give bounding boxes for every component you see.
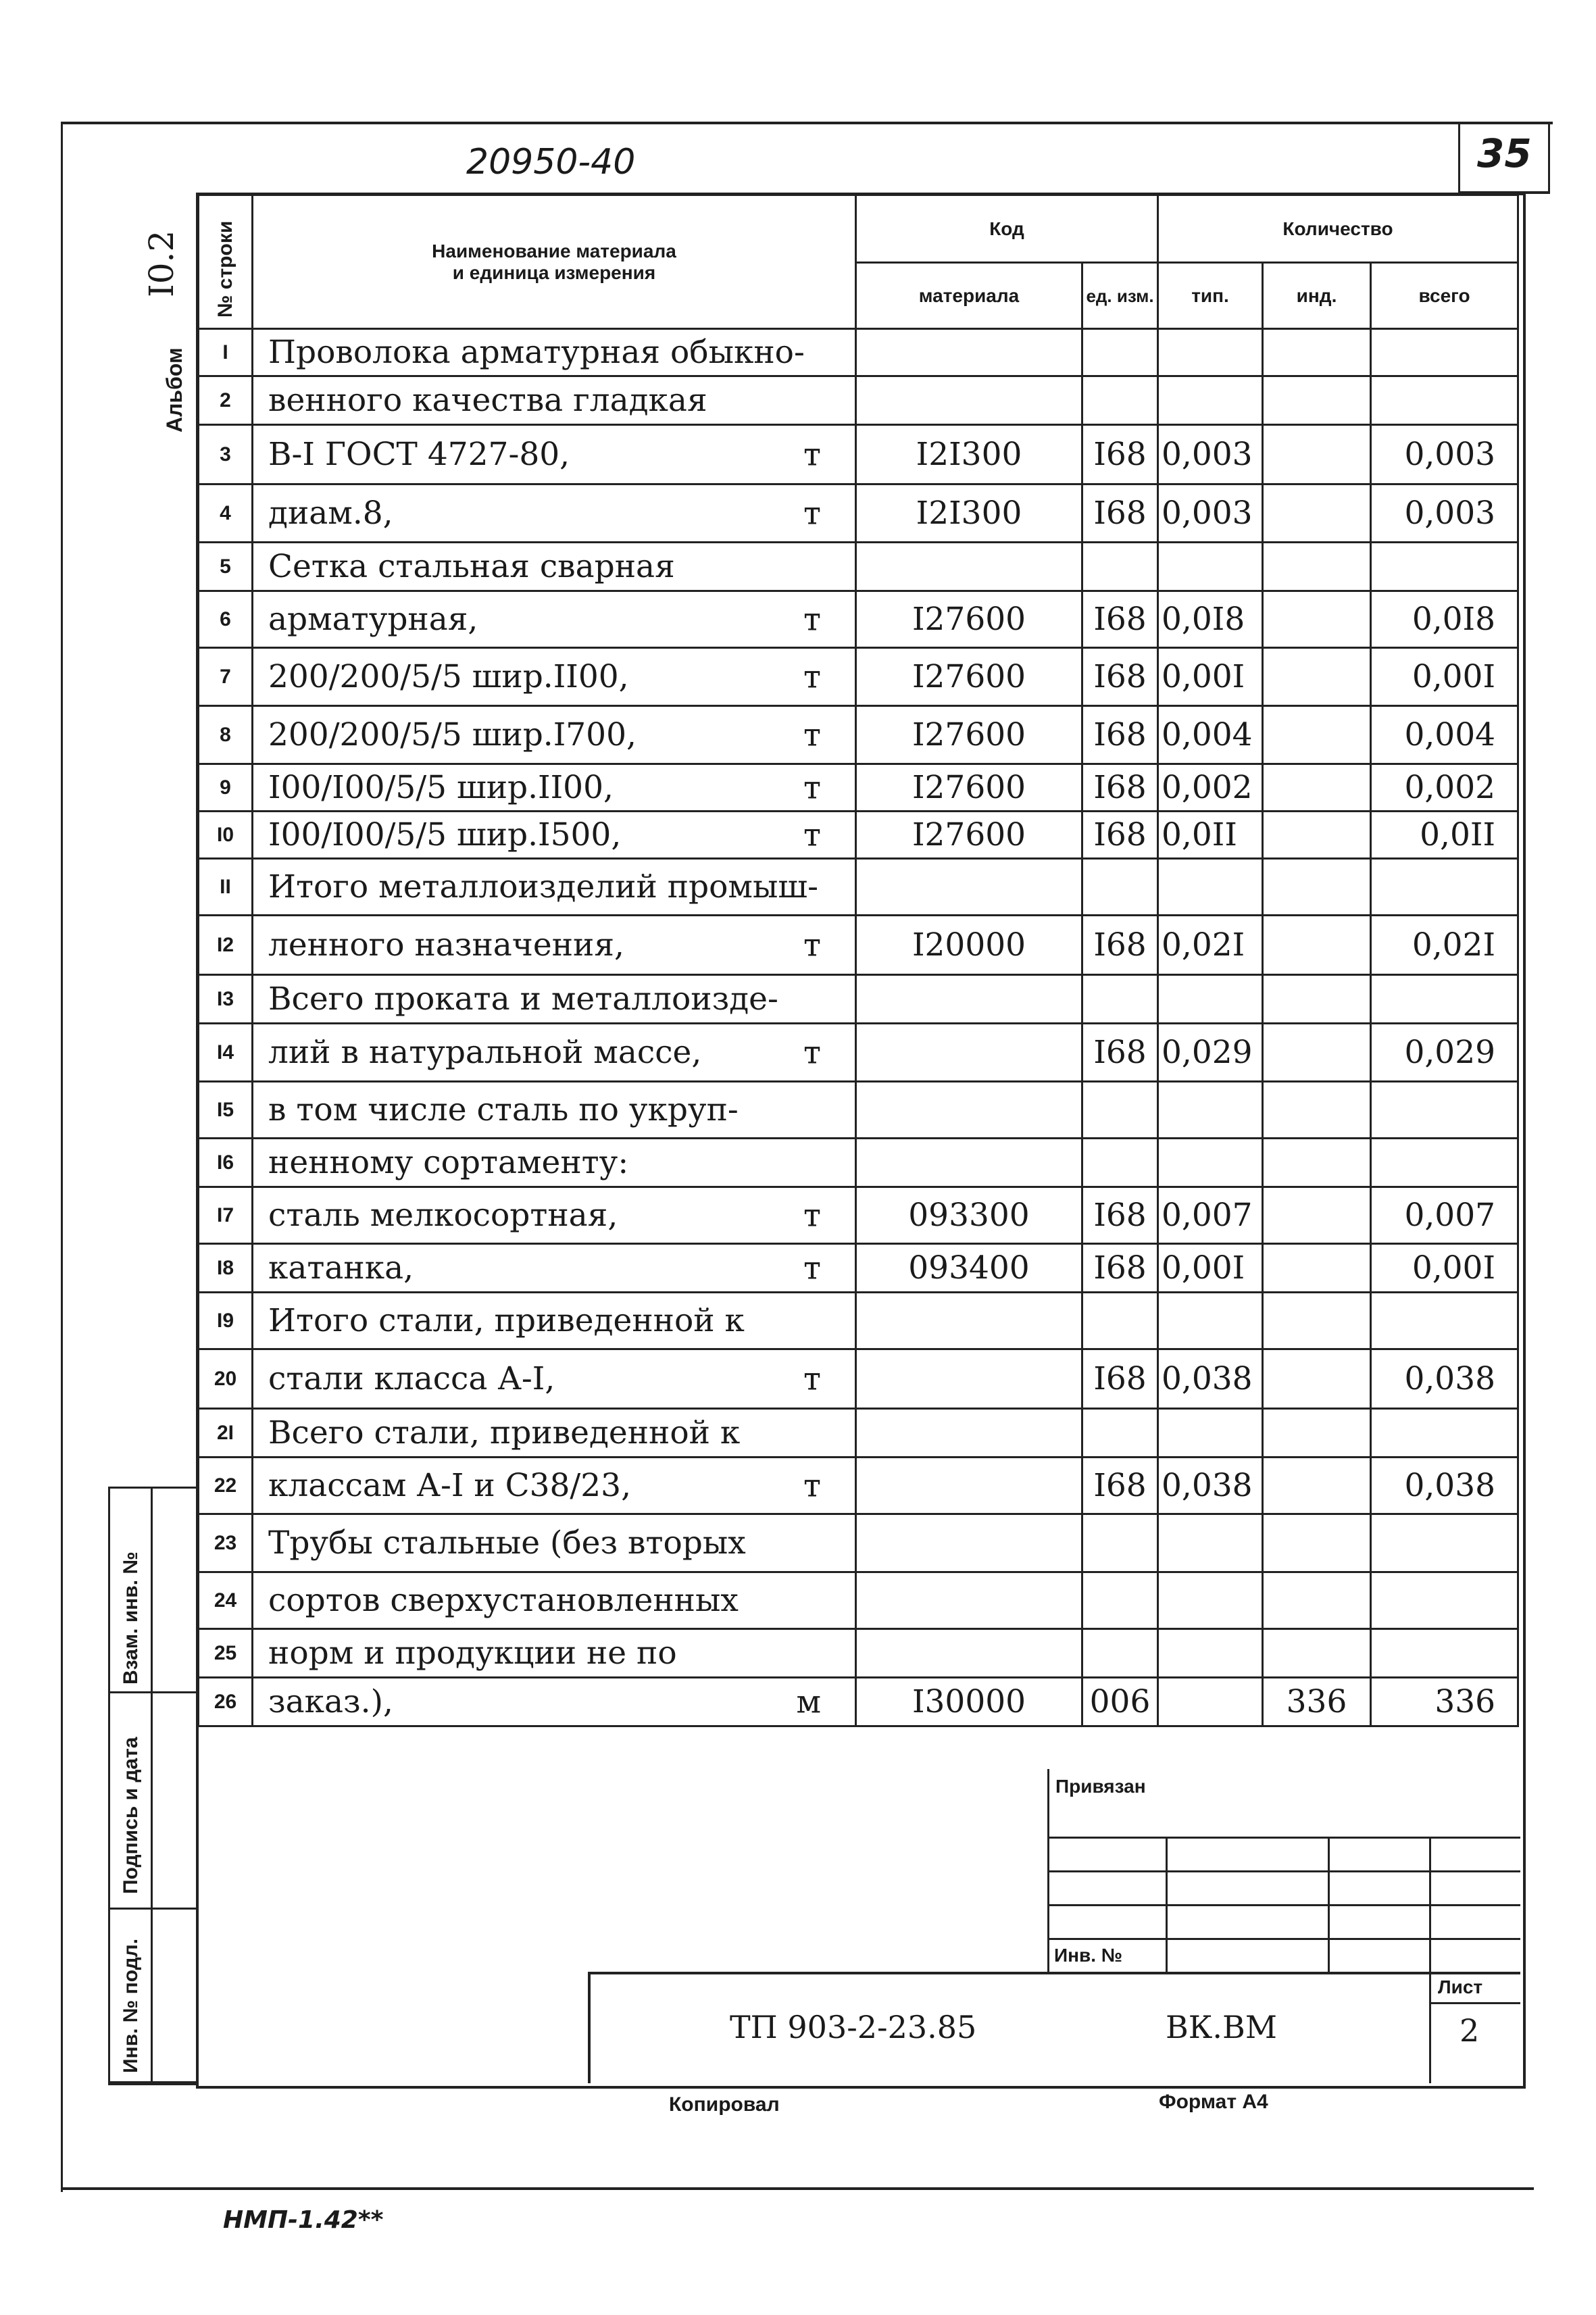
material-code: [856, 1139, 1082, 1187]
qty-type: [1158, 1629, 1263, 1678]
material-code: [856, 1572, 1082, 1629]
row-number: 9: [199, 764, 253, 812]
qty-ind: [1263, 764, 1371, 812]
qty-ind: [1263, 1187, 1371, 1244]
header-code: Код: [856, 195, 1158, 263]
table-row: [199, 1082, 1518, 1139]
row-number: 20: [199, 1349, 253, 1409]
material-name-text: заказ.),: [268, 1683, 393, 1720]
row-number: I7: [199, 1187, 253, 1244]
material-name: [253, 376, 856, 425]
unit-of-measure: т: [803, 1249, 821, 1287]
row-number: I2: [199, 916, 253, 975]
unit-of-measure: т: [803, 436, 821, 473]
material-name: [253, 764, 856, 812]
qty-total: 0,00I: [1371, 1244, 1518, 1293]
left-stamp: [108, 1487, 198, 2085]
qty-ind: [1263, 484, 1371, 543]
qty-type: [1158, 1293, 1263, 1349]
material-name-text: венного качества гладкая: [268, 382, 707, 419]
table-row: [199, 1244, 1518, 1293]
sheet-corner-number: 35: [1477, 130, 1532, 176]
qty-type: 0,002: [1158, 764, 1263, 812]
material-name: [253, 1572, 856, 1629]
qty-type: [1158, 543, 1263, 591]
material-name: [253, 1244, 856, 1293]
material-name-text: классам А-I и С38/23,: [268, 1467, 632, 1504]
qty-type: [1158, 975, 1263, 1024]
qty-type: 0,003: [1158, 484, 1263, 543]
row-number: 24: [199, 1572, 253, 1629]
qty-ind: [1263, 1514, 1371, 1572]
material-name-text: Сетка стальная сварная: [268, 548, 675, 585]
qty-ind: [1263, 1629, 1371, 1678]
unit-code: [1082, 329, 1158, 376]
unit-code: I68: [1082, 1458, 1158, 1514]
row-number: 25: [199, 1629, 253, 1678]
qty-ind: [1263, 1139, 1371, 1187]
row-number: I: [199, 329, 253, 376]
qty-ind: [1263, 329, 1371, 376]
material-name-text: катанка,: [268, 1249, 414, 1287]
qty-total: 0,003: [1371, 484, 1518, 543]
material-code: [856, 1024, 1082, 1082]
qty-total: [1371, 1139, 1518, 1187]
header-quantity: Количество: [1158, 195, 1518, 263]
row-number: 7: [199, 648, 253, 706]
row-number: I9: [199, 1293, 253, 1349]
qty-type: 0,038: [1158, 1349, 1263, 1409]
qty-ind: [1263, 425, 1371, 484]
material-name-text: сортов сверхустановленных: [268, 1582, 739, 1619]
unit-of-measure: т: [803, 1197, 821, 1234]
material-name: [253, 1187, 856, 1244]
material-code: I27600: [856, 812, 1082, 859]
sheet-corner-box: [1458, 122, 1550, 194]
qty-ind: [1263, 1024, 1371, 1082]
material-name: [253, 1293, 856, 1349]
format-label: Формат А4: [1159, 2091, 1268, 2113]
table-row: [199, 484, 1518, 543]
material-code: I27600: [856, 648, 1082, 706]
qty-total: 0,0II: [1371, 812, 1518, 859]
row-number: I0: [199, 812, 253, 859]
qty-type: [1158, 376, 1263, 425]
qty-ind: [1263, 975, 1371, 1024]
material-name-text: Всего стали, приведенной к: [268, 1414, 741, 1451]
row-number: 2I: [199, 1409, 253, 1458]
unit-of-measure: т: [803, 1034, 821, 1071]
table-row: [199, 1187, 1518, 1244]
material-code: [856, 376, 1082, 425]
material-code: 093400: [856, 1244, 1082, 1293]
table-row: [199, 1024, 1518, 1082]
stamp-inv-original: Инв. № подл.: [110, 1908, 198, 2083]
bound-label: Привязан: [1055, 1776, 1146, 1797]
qty-type: [1158, 1082, 1263, 1139]
material-name-text: Трубы стальные (без вторых: [268, 1524, 746, 1562]
qty-ind: [1263, 1349, 1371, 1409]
qty-type: [1158, 1572, 1263, 1629]
unit-code: I68: [1082, 812, 1158, 859]
unit-code: [1082, 1514, 1158, 1572]
unit-code: I68: [1082, 1024, 1158, 1082]
row-number: I8: [199, 1244, 253, 1293]
unit-code: I68: [1082, 591, 1158, 648]
header-code-unit: ед. изм.: [1082, 263, 1158, 329]
qty-total: 0,038: [1371, 1458, 1518, 1514]
material-code: I2I300: [856, 484, 1082, 543]
material-code: [856, 543, 1082, 591]
unit-of-measure: т: [803, 816, 821, 853]
copied-label: Копировал: [669, 2093, 780, 2116]
qty-total: [1371, 859, 1518, 916]
qty-total: [1371, 329, 1518, 376]
qty-ind: [1263, 591, 1371, 648]
material-name-text: ленного назначения,: [268, 926, 624, 964]
row-number: I6: [199, 1139, 253, 1187]
table-body: [199, 329, 1518, 1726]
material-name-text: Итого металлоизделий промыш-: [268, 868, 818, 905]
row-number: I5: [199, 1082, 253, 1139]
material-name-text: сталь мелкосортная,: [268, 1197, 618, 1234]
row-number: 3: [199, 425, 253, 484]
unit-code: I68: [1082, 916, 1158, 975]
qty-ind: [1263, 1572, 1371, 1629]
material-name: [253, 543, 856, 591]
material-code: [856, 1514, 1082, 1572]
material-code: [856, 1409, 1082, 1458]
unit-code: [1082, 859, 1158, 916]
material-code: [856, 859, 1082, 916]
qty-total: [1371, 975, 1518, 1024]
material-name-text: стали класса А-I,: [268, 1360, 555, 1397]
album-value: I0.2: [142, 230, 181, 297]
material-name-text: арматурная,: [268, 601, 478, 638]
project-code: ТП 903-2-23.85: [730, 2009, 977, 2045]
qty-total: [1371, 1082, 1518, 1139]
bottom-line: [61, 2187, 1534, 2190]
table-row: [199, 812, 1518, 859]
unit-code: I68: [1082, 764, 1158, 812]
unit-code: I68: [1082, 1244, 1158, 1293]
material-code: [856, 329, 1082, 376]
row-number: 8: [199, 706, 253, 764]
row-number: 6: [199, 591, 253, 648]
qty-type: [1158, 329, 1263, 376]
material-name-text: 200/200/5/5 шир.I700,: [268, 716, 637, 753]
unit-of-measure: т: [803, 1467, 821, 1504]
table-row: [199, 591, 1518, 648]
qty-type: [1158, 859, 1263, 916]
unit-of-measure: т: [803, 1360, 821, 1397]
qty-type: 0,0I8: [1158, 591, 1263, 648]
table-row: [199, 648, 1518, 706]
row-number: 23: [199, 1514, 253, 1572]
qty-total: [1371, 1514, 1518, 1572]
material-name: [253, 329, 856, 376]
qty-total: 0,02I: [1371, 916, 1518, 975]
sheet-number: 2: [1460, 2012, 1480, 2049]
unit-code: [1082, 1572, 1158, 1629]
qty-total: 0,007: [1371, 1187, 1518, 1244]
table-row: [199, 1678, 1518, 1726]
material-name: [253, 812, 856, 859]
doc-number: 20950-40: [466, 142, 636, 182]
qty-type: [1158, 1678, 1263, 1726]
unit-code: I68: [1082, 1187, 1158, 1244]
material-name-text: диам.8,: [268, 495, 393, 532]
qty-ind: [1263, 706, 1371, 764]
material-code: [856, 1349, 1082, 1409]
material-name: [253, 484, 856, 543]
qty-type: 0,029: [1158, 1024, 1263, 1082]
qty-total: [1371, 543, 1518, 591]
qty-type: 0,003: [1158, 425, 1263, 484]
material-name-text: I00/I00/5/5 шир.II00,: [268, 769, 614, 806]
title-block: [588, 1769, 1520, 2083]
table-row: [199, 376, 1518, 425]
row-number: 26: [199, 1678, 253, 1726]
material-code: I2I300: [856, 425, 1082, 484]
material-code: [856, 1293, 1082, 1349]
unit-code: [1082, 1293, 1158, 1349]
qty-ind: [1263, 1458, 1371, 1514]
qty-ind: [1263, 1293, 1371, 1349]
qty-ind: [1263, 916, 1371, 975]
qty-ind: 336: [1263, 1678, 1371, 1726]
material-code: [856, 1458, 1082, 1514]
material-name: [253, 1082, 856, 1139]
table-row: [199, 764, 1518, 812]
unit-of-measure: т: [803, 601, 821, 638]
material-name-text: ненному сортаменту:: [268, 1144, 629, 1181]
material-name-text: 200/200/5/5 шир.II00,: [268, 658, 629, 695]
unit-code: I68: [1082, 425, 1158, 484]
row-number: I4: [199, 1024, 253, 1082]
qty-type: 0,0II: [1158, 812, 1263, 859]
qty-total: 336: [1371, 1678, 1518, 1726]
material-name: [253, 648, 856, 706]
unit-code: [1082, 1139, 1158, 1187]
row-number: 4: [199, 484, 253, 543]
material-name: [253, 1458, 856, 1514]
table-row: [199, 1349, 1518, 1409]
row-number: I3: [199, 975, 253, 1024]
qty-type: [1158, 1409, 1263, 1458]
table-row: [199, 706, 1518, 764]
form-code: НМП-1.42**: [223, 2206, 384, 2234]
qty-type: 0,004: [1158, 706, 1263, 764]
material-name: [253, 1024, 856, 1082]
header-qty-total: всего: [1371, 263, 1518, 329]
qty-total: [1371, 376, 1518, 425]
qty-total: 0,038: [1371, 1349, 1518, 1409]
header-code-material: материала: [856, 263, 1082, 329]
qty-ind: [1263, 859, 1371, 916]
material-name-text: в том числе сталь по укруп-: [268, 1091, 739, 1128]
material-code: 093300: [856, 1187, 1082, 1244]
qty-type: 0,007: [1158, 1187, 1263, 1244]
qty-type: 0,00I: [1158, 648, 1263, 706]
qty-type: 0,02I: [1158, 916, 1263, 975]
mark: ВК.ВМ: [1166, 2009, 1277, 2045]
unit-code: [1082, 975, 1158, 1024]
unit-of-measure: т: [803, 716, 821, 753]
table-row: [199, 329, 1518, 376]
qty-total: 0,002: [1371, 764, 1518, 812]
qty-ind: [1263, 543, 1371, 591]
unit-code: [1082, 1629, 1158, 1678]
material-name: [253, 916, 856, 975]
material-name: [253, 1629, 856, 1678]
qty-ind: [1263, 812, 1371, 859]
row-number: 2: [199, 376, 253, 425]
material-name-text: I00/I00/5/5 шир.I500,: [268, 816, 622, 853]
unit-of-measure: т: [803, 658, 821, 695]
material-code: I27600: [856, 706, 1082, 764]
unit-of-measure: т: [803, 495, 821, 532]
table-row: [199, 1409, 1518, 1458]
material-code: [856, 1629, 1082, 1678]
qty-total: [1371, 1572, 1518, 1629]
unit-code: 006: [1082, 1678, 1158, 1726]
album-label: Альбом: [162, 347, 186, 432]
row-number: II: [199, 859, 253, 916]
material-name: [253, 1139, 856, 1187]
row-number: 22: [199, 1458, 253, 1514]
qty-total: 0,004: [1371, 706, 1518, 764]
material-name-text: Проволока арматурная обыкно-: [268, 334, 805, 371]
material-name: [253, 975, 856, 1024]
material-name: [253, 706, 856, 764]
header-row-number: № строки: [199, 195, 253, 329]
material-name: [253, 1349, 856, 1409]
header-qty-type: тип.: [1158, 263, 1263, 329]
qty-ind: [1263, 1244, 1371, 1293]
qty-total: 0,003: [1371, 425, 1518, 484]
table-row: [199, 975, 1518, 1024]
material-code: I20000: [856, 916, 1082, 975]
table-row: [199, 425, 1518, 484]
material-name-text: норм и продукции не по: [268, 1635, 677, 1672]
qty-type: 0,038: [1158, 1458, 1263, 1514]
material-name: [253, 1514, 856, 1572]
qty-ind: [1263, 1082, 1371, 1139]
material-code: I27600: [856, 764, 1082, 812]
table-row: [199, 1514, 1518, 1572]
qty-total: 0,029: [1371, 1024, 1518, 1082]
unit-code: [1082, 376, 1158, 425]
row-number: 5: [199, 543, 253, 591]
material-name-text: В-I ГОСТ 4727-80,: [268, 436, 570, 473]
qty-ind: [1263, 1409, 1371, 1458]
material-name: [253, 591, 856, 648]
table-row: [199, 916, 1518, 975]
unit-code: I68: [1082, 484, 1158, 543]
qty-ind: [1263, 376, 1371, 425]
material-code: [856, 975, 1082, 1024]
material-name: [253, 425, 856, 484]
spec-table: [197, 194, 1519, 1727]
unit-code: I68: [1082, 706, 1158, 764]
material-name: [253, 1678, 856, 1726]
unit-code: [1082, 1409, 1158, 1458]
unit-of-measure: т: [803, 926, 821, 964]
material-name-text: лий в натуральной массе,: [268, 1034, 702, 1071]
material-name-text: Итого стали, приведенной к: [268, 1302, 745, 1339]
unit-code: I68: [1082, 648, 1158, 706]
qty-total: [1371, 1629, 1518, 1678]
table-row: [199, 859, 1518, 916]
material-code: I27600: [856, 591, 1082, 648]
unit-of-measure: м: [796, 1683, 821, 1720]
table-row: [199, 543, 1518, 591]
qty-total: [1371, 1409, 1518, 1458]
qty-type: 0,00I: [1158, 1244, 1263, 1293]
qty-total: 0,00I: [1371, 648, 1518, 706]
qty-type: [1158, 1139, 1263, 1187]
material-code: I30000: [856, 1678, 1082, 1726]
material-name: [253, 1409, 856, 1458]
header-name: Наименование материала и единица измерения: [253, 195, 856, 329]
table-row: [199, 1458, 1518, 1514]
table-row: [199, 1139, 1518, 1187]
unit-code: [1082, 1082, 1158, 1139]
qty-type: [1158, 1514, 1263, 1572]
table-row: [199, 1293, 1518, 1349]
material-name: [253, 859, 856, 916]
sheet-label: Лист: [1438, 1976, 1483, 1997]
unit-code: [1082, 543, 1158, 591]
unit-of-measure: т: [803, 769, 821, 806]
qty-total: [1371, 1293, 1518, 1349]
table-row: [199, 1572, 1518, 1629]
table-row: [199, 1629, 1518, 1678]
stamp-sign-date: Подпись и дата: [110, 1691, 198, 1910]
unit-code: I68: [1082, 1349, 1158, 1409]
header-qty-ind: инд.: [1263, 263, 1371, 329]
qty-total: 0,0I8: [1371, 591, 1518, 648]
qty-ind: [1263, 648, 1371, 706]
inv-label: Инв. №: [1054, 1945, 1123, 1966]
material-code: [856, 1082, 1082, 1139]
material-name-text: Всего проката и металлоизде-: [268, 980, 778, 1018]
stamp-replace-inv: Взам. инв. №: [110, 1489, 198, 1693]
